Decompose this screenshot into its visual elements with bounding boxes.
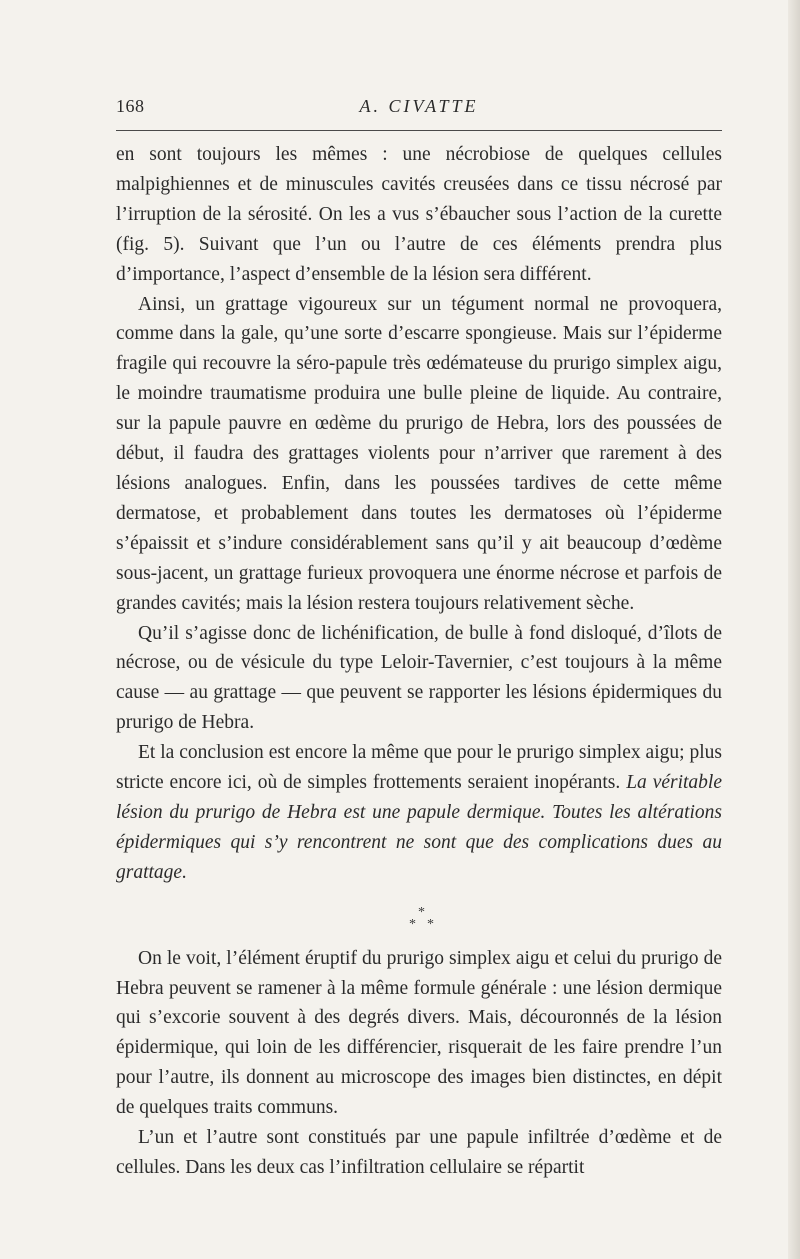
asterism-star: * — [409, 916, 416, 932]
page-number: 168 — [116, 96, 145, 116]
header-rule — [116, 130, 722, 131]
paragraph: On le voit, l’élément éruptif du prurigo simplex aigu et celui du prurigo de Hebra peuvent se ramener à la même formule générale : une lésion dermique qui s’excorie souvent à des degrés divers. Mais, découronnés de la lésion épidermique, qui loin de les différencier, risquerait de les faire prendre l’un pour l’autre, ils donnent au microscope des images bien distinctes, en dépit de quelques traits communs. — [116, 947, 722, 1119]
paragraph: Ainsi, un grattage vigoureux sur un tégument normal ne provoquera, comme dans la gale, qu’une sorte d’escarre spongieuse. Mais sur l’épiderme fragile qui recouvre la séro-papule très œdémateuse du prurigo simplex aigu, le moindre traumatisme produira une bulle pleine de liquide. Au contraire, sur la papule pauvre en œdème du prurigo de Hebra, lors des poussées de début, il faudra des grattages violents pour n’arriver que rarement à des lésions analogues. Enfin, dans les poussées tardives de cette même dermatose, et probablement dans toutes les dermatoses où l’épiderme s’épaissit et s’indure considérablement sans qu’il y ait beaucoup d’œdème sous-jacent, un grattage furieux provoquera une énorme nécrose et parfois de grandes cavités; mais la lésion restera toujours relativement sèche. — [116, 293, 722, 614]
asterism-separator — [116, 888, 722, 944]
paragraph: L’un et l’autre sont constitués par une papule infiltrée d’œdème et de cellules. Dans les deux cas l’infiltration cellulaire se répartit — [116, 1127, 722, 1178]
running-title: A. CIVATTE — [359, 96, 479, 116]
conclusion-text: Et la conclusion est encore la même que pour le prurigo simplex aigu; plus stricte encore ici, où de simples frottements seraient inopérants. — [116, 742, 722, 794]
asterism-star: * — [418, 904, 425, 920]
page-edge-shadow — [788, 0, 800, 1259]
paragraph — [116, 738, 722, 888]
asterism-star: * — [427, 916, 434, 932]
paragraph: Qu’il s’agisse donc de lichénification, de bulle à fond disloqué, d’îlots de nécrose, ou de vésicule du type Leloir-Tavernier, c’est toujours à la même cause — au grattage — que peuvent se rapporter les lésions épidermiques du prurigo de Hebra. — [116, 622, 722, 734]
conclusion-italic: La véritable lésion du prurigo de Hebra est une papule dermique. Toutes les altérations épidermiques qui s’y rencontrent ne sont que des complications dues au grattage. — [116, 772, 722, 883]
running-header — [116, 96, 722, 122]
body-text — [116, 140, 722, 1183]
paragraph: en sont toujours les mêmes : une nécrobiose de quelques cellules malpighiennes et de minuscules cavités creusées dans ce tissu nécrosé par l’irruption de la sérosité. On les a vus s’ébaucher sous l’action de la curette (fig. 5). Suivant que l’un ou l’autre de ces éléments prendra plus d’importance, l’aspect d’ensemble de la lésion sera différent. — [116, 144, 722, 285]
